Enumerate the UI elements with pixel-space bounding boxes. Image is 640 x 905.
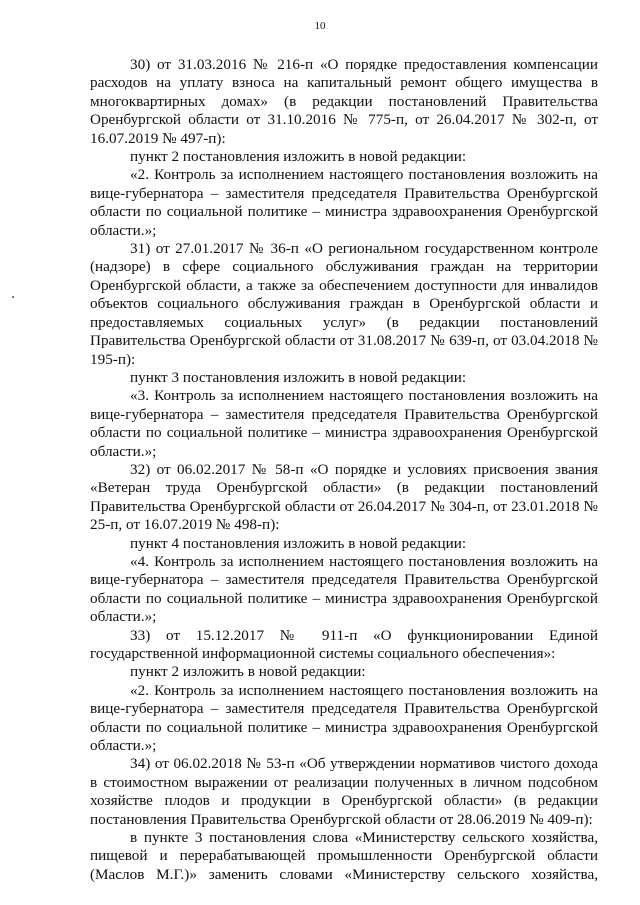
- paragraph-quoted-amendment: «2. Контроль за исполнением настоящего постановления возложить на вице-губернатора – заместителя председателя Правительства Оренбургской области по социальной политике – министра здравоохранения Оренбургской области.»;: [90, 681, 598, 755]
- paragraph-instruction: пункт 3 постановления изложить в новой редакции:: [130, 368, 467, 386]
- paragraph-item-34: 34) от 06.02.2018 № 53-п «Об утверждении нормативов чистого дохода в стоимостном выражении от реализации полученных в личном подсобном хозяйстве плодов и продукции в Оренбургской области» (в редакции постановления Правительства Оренбургской области от 28.06.2019 № 409-п):: [90, 755, 598, 828]
- paragraph-item-30: 30) от 31.03.2016 № 216-п «О порядке предоставления компенсации расходов на уплату взноса на капитальный ремонт общего имущества в многоквартирных домах» (в редакции постановлений Правительства Оренбургской области от 31.10.2016 № 775-п, от 26.04.2017 № 302-п, от 16.07.2019 № 497-п):: [90, 56, 598, 147]
- paragraph-item-32: 32) от 06.02.2017 № 58-п «О порядке и условиях присвоения звания «Ветеран труда Оренбургской области» (в редакции постановлений Правительства Оренбургской области от 26.04.2017 № 304-п, от 23.01.2018 № 25-п, от 16.07.2019 № 498-п):: [90, 460, 598, 534]
- paragraph-item-31: 31) от 27.01.2017 № 36-п «О региональном государственном контроле (надзоре) в сфере социального обслуживания граждан на территории Оренбургской области, а также за обеспечением доступности для инвалидов объектов социального обслуживания граждан в Оренбургской области и предоставляемых социальных услуг» (в редакции постановлений Правительства Оренбургской области от 31.08.2017 № 639-п, от 03.04.2018 № 195-п):: [90, 240, 598, 368]
- scan-speck: [12, 296, 14, 298]
- paragraph-instruction: пункт 2 изложить в новой редакции:: [130, 663, 366, 681]
- paragraph-instruction: пункт 2 постановления изложить в новой редакции:: [130, 148, 467, 166]
- paragraph-instruction: в пункте 3 постановления слова «Министерству сельского хозяйства, пищевой и перерабатывающей промышленности Оренбургской области (Маслов М.Г.)» заменить словами «Министерству сельского хозяйства,: [90, 829, 598, 883]
- document-body: [90, 56, 598, 884]
- paragraph-instruction: пункт 4 постановления изложить в новой редакции:: [130, 534, 467, 552]
- paragraph-quoted-amendment: «4. Контроль за исполнением настоящего постановления возложить на вице-губернатора – заместителя председателя Правительства Оренбургской области по социальной политике – министра здравоохранения Оренбургской области.»;: [90, 552, 598, 626]
- paragraph-item-33: 33) от 15.12.2017 № 911-п «О функционировании Единой государственной информационной системы социального обеспечения»:: [90, 626, 598, 662]
- page-number: 10: [314, 20, 326, 32]
- paragraph-quoted-amendment: «3. Контроль за исполнением настоящего постановления возложить на вице-губернатора – заместителя председателя Правительства Оренбургской области по социальной политике – министра здравоохранения Оренбургской области.»;: [90, 387, 598, 460]
- paragraph-quoted-amendment: «2. Контроль за исполнением настоящего постановления возложить на вице-губернатора – заместителя председателя Правительства Оренбургской области по социальной политике – министра здравоохранения Оренбургской области.»;: [90, 166, 598, 239]
